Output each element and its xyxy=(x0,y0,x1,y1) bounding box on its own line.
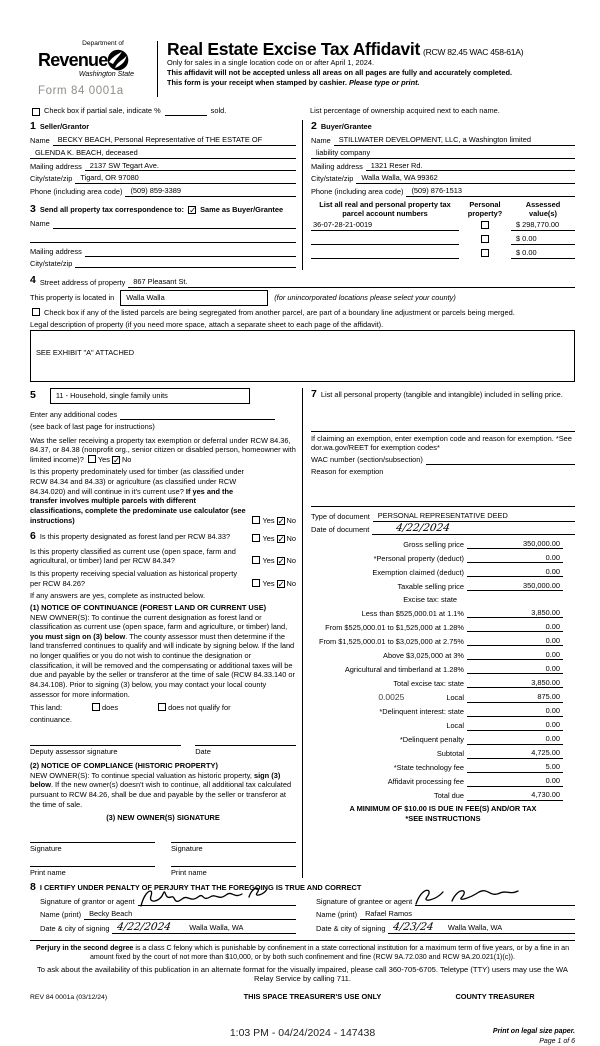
s6-notice1-paragraph: NEW OWNER(S): To continue the current designation as forest land or classification as current use (open space, farm and agriculture, or timber) land, you must sign on (3) below. The county assessor must then determine if the land transferred continues to qualify and will indicate by signing below. If the land no longer qualifies or you do not wish to continue the designation or classification, it will be removed and the compensating or additional taxes will be due and payable by the seller or transferor at the time of sale (RCW 84.33.140 or 84.34.108). Prior to signing (3) below, you may contact your local county assessor for more information. xyxy=(30,612,295,699)
money-label: From $525,000.01 to $1,525,000 at 1.28% xyxy=(325,622,464,632)
print-note: Print on legal size paper. Page 1 of 6 xyxy=(455,1027,575,1046)
s6-historic-no-checkbox[interactable]: ✓ xyxy=(277,578,285,589)
segregated-checkbox[interactable] xyxy=(32,308,40,316)
s6-forest-no-checkbox[interactable]: ✓ xyxy=(277,534,285,545)
dept-of-label: Department of xyxy=(82,40,124,47)
continuance-label: continuance. xyxy=(30,714,72,724)
segregated-label: Check box if any of the listed parcels are being segregated from another parcel, are part of a boundary line adjustment or parcels being merged. xyxy=(44,307,515,317)
s6-forest-yes-checkbox[interactable] xyxy=(252,534,260,542)
buyer-name-field[interactable]: STILLWATER DEVELOPMENT, LLC, a Washington limited xyxy=(334,135,575,146)
revenue-wordmark: Revenue xyxy=(38,50,108,71)
perjury-note: Perjury in the second degree is a class C felony which is punishable by confinement in a state correctional institution for a maximum term of five years, or by a fine in an amount fixed by the court of not more than $10,000, or by both such confinement and fine (RCW 9A.72.030 and RCW 9A.20.021(1)(c)). xyxy=(30,940,575,962)
section4: 4 Street address of property 867 Pleasant St. This property is located in Walla Walla (for unincorporated locations please select your county) Check box if any of the listed parcels are being segregated from another parcel, are part of a boundary line adjustment or parcels being merged. Legal description of property (if you need more space, attach a separate sheet to each page of the affidavit). SEE EXHIBIT "A" ATTACHED xyxy=(30,274,575,382)
deputy-date-field[interactable] xyxy=(195,736,296,746)
corr-name-field-2[interactable] xyxy=(30,235,296,243)
reason-for-exemption-label: Reason for exemption xyxy=(311,466,384,476)
land-does-checkbox[interactable] xyxy=(92,703,100,711)
personal-property-field[interactable] xyxy=(311,431,575,432)
corr-mailing-field[interactable] xyxy=(85,249,296,257)
buyer-mailing-field[interactable]: 1321 Reser Rd. xyxy=(366,161,575,172)
money-label: Local xyxy=(446,693,464,703)
assessed-value-field[interactable]: $ 298,770.00 xyxy=(511,220,575,231)
delinquent-penalty-field[interactable]: 0.00 xyxy=(467,734,563,745)
parcel-row xyxy=(311,234,575,245)
grantee-date-city-label: Date & city of signing xyxy=(316,923,386,933)
header-note-1: Only for sales in a single location code on or after April 1, 2024. xyxy=(167,58,375,68)
legal-description-field[interactable]: SEE EXHIBIT "A" ATTACHED xyxy=(30,330,575,382)
parcel-table-header: List all real and personal property tax parcel account numbers Personal property? Assessed value(s) xyxy=(319,199,561,218)
seller-phone-field[interactable]: (509) 859-3389 xyxy=(125,186,296,197)
money-label: Total excise tax: state xyxy=(393,678,464,688)
delinquent-interest-state-field[interactable]: 0.00 xyxy=(467,706,563,717)
s6-question-historic: Is this property receiving special valuation as historical property per RCW 84.26? Yes ✓ No xyxy=(30,569,296,589)
print-name-label: Print name xyxy=(30,868,66,878)
money-label: *Delinquent penalty xyxy=(399,735,464,745)
personal-property-checkbox-3[interactable] xyxy=(481,249,489,257)
print-name-label: Print name xyxy=(171,868,207,878)
money-label: Affidavit processing fee xyxy=(387,777,464,787)
s5-question-timber: Is this property predominately used for timber (as classified under RCW 84.34 and 84.33) or agriculture (as classified under RCW 84.34.020) and will continue in it's current use? If yes and the transfer involves multiple parcels with different classifications, complete the predominate use calculator (see instructions) Yes ✓ No xyxy=(30,467,296,526)
s6-notice2-heading: (2) NOTICE OF COMPLIANCE (HISTORIC PROPERTY) xyxy=(30,761,218,771)
money-label: Agricultural and timberland at 1.28% xyxy=(344,664,464,674)
assessed-value-field[interactable]: $ 0.00 xyxy=(511,234,575,245)
parcel-number-field[interactable]: 36-07-28-21-0019 xyxy=(311,220,459,231)
s5-timber-yes-checkbox[interactable] xyxy=(252,516,260,524)
parcel-row xyxy=(311,248,575,259)
grantee-date-city-field[interactable]: 4/23/24 Walla Walla, WA xyxy=(388,923,575,934)
buyer-csz-label: City/state/zip xyxy=(311,174,354,184)
date-of-document-field[interactable]: 4/22/2024 xyxy=(372,524,575,535)
seller-csz-field[interactable]: Tigard, OR 97080 xyxy=(75,173,296,184)
deputy-date-label: Date xyxy=(195,747,211,757)
accessibility-note: To ask about the availability of this publication in an alternate format for the visually impaired, please call 360-705-6705. Teletype (TTY) users may use the WA Relay Service by calling 711. xyxy=(37,964,568,984)
money-label: From $1,525,000.01 to $3,025,000 at 2.75% xyxy=(318,636,464,646)
minimum-due-note: A MINIMUM OF $10.00 IS DUE IN FEE(S) AND/OR TAX xyxy=(349,804,537,814)
dor-logo xyxy=(30,40,150,99)
date-of-document-label: Date of document xyxy=(311,524,370,534)
grantee-name-print-label: Name (print) xyxy=(316,910,358,920)
new-owner-printname-field-1[interactable] xyxy=(30,857,155,867)
street-address-label: Street address of property xyxy=(39,278,126,288)
deputy-signature-field[interactable] xyxy=(30,736,181,746)
money-label: *Personal property (deduct) xyxy=(373,553,464,563)
exemption-claimed-field[interactable]: 0.00 xyxy=(467,567,563,578)
excise-tax-state-heading: Excise tax: state xyxy=(403,594,457,604)
personal-property-checkbox-1[interactable] xyxy=(481,221,489,229)
new-owner-signature-heading: (3) NEW OWNER(S) SIGNATURE xyxy=(106,813,220,823)
new-owner-printname-field-2[interactable] xyxy=(171,857,296,867)
money-label: Total due xyxy=(434,791,464,801)
money-label: Gross selling price xyxy=(403,539,464,549)
grantor-signature-image xyxy=(135,882,275,912)
located-in-label: This property is located in xyxy=(30,293,115,303)
print-timestamp: 1:03 PM - 04/24/2024 - 147438 xyxy=(229,1026,376,1039)
treasurer-space-label: THIS SPACE TREASURER'S USE ONLY xyxy=(243,991,382,1001)
form-number: Form 84 0001a xyxy=(38,85,124,98)
s5-exempt-no-checkbox[interactable]: ✓ xyxy=(112,454,121,465)
partial-sale-row xyxy=(30,106,302,116)
corr-name-field[interactable] xyxy=(53,221,296,229)
taxable-selling-price-field[interactable]: 350,000.00 xyxy=(467,581,563,592)
see-instructions-note: *SEE INSTRUCTIONS xyxy=(405,813,481,823)
seller-name-label: Name xyxy=(30,136,50,146)
signature-label: Signature xyxy=(30,843,62,853)
s6-if-yes-note: If any answers are yes, complete as instructed below. xyxy=(30,591,205,601)
grantor-name-print-field[interactable]: Becky Beach xyxy=(84,909,296,920)
page-title: Real Estate Excise Tax Affidavit (RCW 82.45 WAC 458-61A) xyxy=(167,39,524,59)
buyer-name-label: Name xyxy=(311,136,331,146)
signature-label: Signature xyxy=(171,843,203,853)
buyer-phone-label: Phone (including area code) xyxy=(311,186,404,196)
money-label: Less than $525,000.01 at 1.1% xyxy=(361,608,464,618)
wac-number-label: WAC number (section/subsection) xyxy=(311,455,423,465)
form-revision: REV 84 0001a (03/12/24) xyxy=(30,993,108,1001)
s6-currentuse-no-checkbox[interactable]: ✓ xyxy=(277,556,285,567)
assessed-value-field[interactable]: $ 0.00 xyxy=(511,248,575,259)
tier1-tax-field[interactable]: 3,850.00 xyxy=(467,608,563,619)
street-address-field[interactable]: 867 Pleasant St. xyxy=(128,277,575,288)
money-label: Above $3,025,000 at 3% xyxy=(383,650,464,660)
additional-codes-field[interactable] xyxy=(120,412,275,420)
buyer-name-field-2[interactable]: liability company xyxy=(311,148,575,159)
s6-notice2-paragraph: NEW OWNER(S): To continue special valuation as historic property, sign (3) below. If the new owner(s) doesn't wish to continue, all additional tax calculated pursuant to RCW 84.26, shall be due and payable by the seller or transferor at the time of sale. xyxy=(30,770,292,809)
page-number: Page 1 of 6 xyxy=(539,1037,575,1045)
partial-sale-checkbox[interactable] xyxy=(32,108,40,116)
grantor-signature-label: Signature of grantor or agent xyxy=(40,896,135,906)
s6-historic-yes-checkbox[interactable] xyxy=(252,579,260,587)
local-tax-field[interactable]: 875.00 xyxy=(467,692,563,703)
money-label: Taxable selling price xyxy=(397,581,464,591)
exemption-reason-field[interactable] xyxy=(311,506,575,507)
title-block xyxy=(167,40,523,99)
wac-number-field[interactable] xyxy=(426,457,575,465)
local-rate-value: 0.0025 xyxy=(378,691,405,702)
seller-name-field[interactable]: BECKY BEACH, Personal Representative of THE ESTATE OF xyxy=(53,135,296,146)
rcw-reference: (RCW 82.45 WAC 458-61A) xyxy=(423,47,524,57)
exemption-note: If claiming an exemption, enter exemption code and reason for exemption. *See dor.wa.gov/REET for exemption codes* xyxy=(311,433,572,453)
county-treasurer-label: COUNTY TREASURER xyxy=(455,991,535,1001)
corr-csz-field[interactable] xyxy=(75,260,296,268)
state-technology-fee-field[interactable]: 5.00 xyxy=(467,762,563,773)
new-owner-signature-field-2[interactable] xyxy=(171,833,296,843)
s6-currentuse-yes-checkbox[interactable] xyxy=(252,556,260,564)
partial-sale-label: Check box if partial sale, indicate % xyxy=(44,106,161,116)
s5-timber-no-checkbox[interactable]: ✓ xyxy=(277,515,285,526)
affidavit-processing-fee-field[interactable]: 0.00 xyxy=(467,776,563,787)
money-label: *Delinquent interest: state xyxy=(379,707,464,717)
section7-intro: 7 List all personal property (tangible and intangible) included in selling price. xyxy=(311,388,563,401)
section2-header: 2 Buyer/Grantee xyxy=(311,119,372,132)
money-label: Exemption claimed (deduct) xyxy=(372,567,464,577)
grantor-date-city-label: Date & city of signing xyxy=(40,923,110,933)
deputy-signature-label: Deputy assessor signature xyxy=(30,747,118,757)
subtotal-field[interactable]: 4,725.00 xyxy=(467,748,563,759)
grantor-date-city-field[interactable]: 4/22/2024 Walla Walla, WA xyxy=(112,923,296,934)
grantee-signature-label: Signature of grantee or agent xyxy=(316,896,413,906)
parcel-number-field[interactable] xyxy=(311,236,459,245)
tier3-tax-field[interactable]: 0.00 xyxy=(467,636,563,647)
section1-header: 1 Seller/Grantor xyxy=(30,119,90,132)
s6-question-currentuse: Is this property classified as current use (open space, farm and agricultural, or timber) land per RCW 84.34? Yes ✓ No xyxy=(30,546,296,567)
parcel-row xyxy=(311,220,575,231)
seller-name-field-2[interactable]: GLENDA K. BEACH, deceased xyxy=(30,148,296,159)
parcel-number-field[interactable] xyxy=(311,250,459,259)
seller-mailing-field[interactable]: 2137 SW Tegart Ave. xyxy=(85,161,296,172)
see-back-note: (see back of last page for instructions) xyxy=(30,421,155,431)
money-label: Local xyxy=(446,721,464,731)
seller-mailing-label: Mailing address xyxy=(30,161,82,171)
gross-selling-price-field[interactable]: 350,000.00 xyxy=(467,539,563,550)
washington-state-label: Washington State xyxy=(78,71,134,79)
s5-question-exemption: Was the seller receiving a property tax exemption or deferral under RCW 84.36, 84.37, or 84.38 (nonprofit org., senior citizen or disabled person, homeowner with limited income)? Yes ✓ No xyxy=(30,435,296,465)
s5-exempt-yes-checkbox[interactable] xyxy=(88,455,96,463)
additional-codes-label: Enter any additional codes xyxy=(30,410,118,420)
type-of-document-label: Type of document xyxy=(311,512,370,522)
header-note-2: This affidavit will not be accepted unless all areas on all pages are fully and accurately completed. xyxy=(167,68,513,78)
tier2-tax-field[interactable]: 0.00 xyxy=(467,622,563,633)
grantee-name-print-field[interactable]: Rafael Ramos xyxy=(360,909,575,920)
buyer-phone-field[interactable]: (509) 876-1513 xyxy=(406,186,575,197)
type-of-document-field[interactable]: PERSONAL REPRESENTATIVE DEED xyxy=(373,511,575,522)
same-as-buyer-label: Same as Buyer/Grantee xyxy=(200,204,284,214)
legal-description-label: Legal description of property (if you need more space, attach a separate sheet to each page of the affidavit). xyxy=(30,319,384,329)
land-does-not-checkbox[interactable] xyxy=(158,703,166,711)
delinquent-interest-local-field[interactable]: 0.00 xyxy=(467,720,563,731)
buyer-csz-field[interactable]: Walla Walla, WA 99362 xyxy=(356,173,575,184)
money-label: *State technology fee xyxy=(393,763,464,773)
money-label: Subtotal xyxy=(436,749,464,759)
new-owner-signature-field-1[interactable] xyxy=(30,833,155,843)
sold-label: sold. xyxy=(210,106,227,116)
tier4-tax-field[interactable]: 0.00 xyxy=(467,650,563,661)
buyer-mailing-label: Mailing address xyxy=(311,161,363,171)
total-due-field[interactable]: 4,730.00 xyxy=(467,790,563,801)
land-use-code-select[interactable]: 11 - Household, single family units xyxy=(50,388,250,404)
same-as-buyer-checkbox[interactable]: ✓ xyxy=(189,204,197,215)
section5-number: 5 xyxy=(30,389,36,402)
section8 xyxy=(30,881,575,936)
seller-phone-label: Phone (including area code) xyxy=(30,186,123,196)
header-note-3: This form is your receipt when stamped by cashier. Please type or print. xyxy=(167,77,420,87)
personal-property-checkbox-2[interactable] xyxy=(481,235,489,243)
county-select[interactable]: Walla Walla xyxy=(120,290,268,306)
form-header xyxy=(30,40,575,99)
ownership-note: List percentage of ownership acquired next to each name. xyxy=(310,106,500,116)
agricultural-tax-field[interactable]: 0.00 xyxy=(467,664,563,675)
grantor-name-print-label: Name (print) xyxy=(40,910,82,920)
partial-sale-percent-field[interactable] xyxy=(165,115,207,116)
section3-header: 3 Send all property tax correspondence to: ✓ Same as Buyer/Grantee xyxy=(30,202,284,215)
header-divider xyxy=(157,41,158,97)
corr-mailing-label: Mailing address xyxy=(30,246,82,256)
grantee-signature-image xyxy=(408,882,528,910)
seller-csz-label: City/state/zip xyxy=(30,174,73,184)
corr-csz-label: City/state/zip xyxy=(30,258,73,268)
total-excise-state-field[interactable]: 3,850.00 xyxy=(467,678,563,689)
s6-question-forest: 6 Is this property designated as forest land per RCW 84.33? Yes ✓ No xyxy=(30,530,296,545)
s6-notice1-heading: (1) NOTICE OF CONTINUANCE (FOREST LAND OR CURRENT USE) xyxy=(30,602,267,612)
this-land-row: This land: does does not qualify for xyxy=(30,703,231,713)
certify-statement: 8 I CERTIFY UNDER PENALTY OF PERJURY THAT THE FOREGOING IS TRUE AND CORRECT xyxy=(30,881,362,894)
located-in-note: (for unincorporated locations please select your county) xyxy=(274,293,456,303)
corr-name-label: Name xyxy=(30,219,50,229)
personal-property-deduct-field[interactable]: 0.00 xyxy=(467,553,563,564)
